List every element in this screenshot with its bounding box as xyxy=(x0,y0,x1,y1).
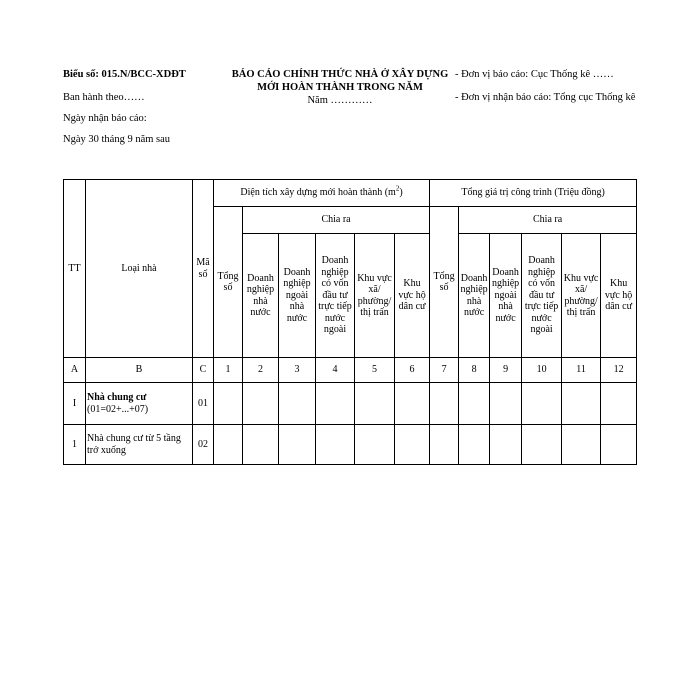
data-cell[interactable] xyxy=(316,383,355,425)
data-cell[interactable] xyxy=(214,383,243,425)
code-cell: B xyxy=(86,358,193,383)
value-sub-dn-fdi: Doanh nghiệp có vốn đầu tư trực tiếp nước ngoài xyxy=(522,234,562,358)
code-cell: A xyxy=(64,358,86,383)
report-title-line2: MỚI HOÀN THÀNH TRONG NĂM xyxy=(257,82,423,93)
code-cell: 5 xyxy=(355,358,395,383)
area-sub-dn-fdi: Doanh nghiệp có vốn đầu tư trực tiếp nước ngoài xyxy=(316,234,355,358)
data-cell[interactable] xyxy=(316,425,355,465)
data-cell[interactable] xyxy=(355,383,395,425)
data-cell[interactable] xyxy=(562,425,601,465)
code-cell: 10 xyxy=(522,358,562,383)
row-code: 02 xyxy=(193,425,214,465)
code-cell: 4 xyxy=(316,358,355,383)
area-sub-khu-vuc-xa: Khu vực xã/ phường/ thị trấn xyxy=(355,234,395,358)
area-sub-dn-nha-nuoc: Doanh nghiệp nhà nước xyxy=(243,234,279,358)
row-name: Nhà chung cư xyxy=(87,392,147,403)
col-header-ma-so: Mã số xyxy=(193,180,214,358)
area-unit-sup: 2 xyxy=(395,184,400,193)
data-cell[interactable] xyxy=(243,383,279,425)
code-cell: 11 xyxy=(562,358,601,383)
issued-by: Ban hành theo…… xyxy=(63,92,145,103)
area-sub-dn-ngoai-nha-nuoc: Doanh nghiệp ngoài nhà nước xyxy=(279,234,316,358)
data-cell[interactable] xyxy=(522,383,562,425)
area-group-close: ) xyxy=(399,187,403,199)
report-title-line1: BÁO CÁO CHÍNH THỨC NHÀ Ở XÂY DỰNG xyxy=(231,69,449,80)
data-cell[interactable] xyxy=(430,383,459,425)
data-cell[interactable] xyxy=(395,383,430,425)
data-cell[interactable] xyxy=(601,425,637,465)
data-cell[interactable] xyxy=(459,425,490,465)
code-cell: 3 xyxy=(279,358,316,383)
data-cell[interactable] xyxy=(395,425,430,465)
value-group-header: Tổng giá trị công trình (Triệu đồng) xyxy=(430,180,637,207)
col-header-loai-nha: Loại nhà xyxy=(86,180,193,358)
data-cell[interactable] xyxy=(430,425,459,465)
form-code: Biểu số: 015.N/BCC-XDĐT xyxy=(63,69,186,80)
row-name-cell xyxy=(86,383,193,425)
row-tt: I xyxy=(64,383,86,425)
col-header-tt: TT xyxy=(64,180,86,358)
code-cell: 8 xyxy=(459,358,490,383)
data-cell[interactable] xyxy=(279,425,316,465)
table-row xyxy=(64,425,637,465)
data-cell[interactable] xyxy=(243,425,279,465)
data-cell[interactable] xyxy=(490,383,522,425)
report-table xyxy=(63,179,637,465)
receive-date-label: Ngày nhận báo cáo: xyxy=(63,113,147,124)
receiving-unit: - Đơn vị nhận báo cáo: Tổng cục Thống kê xyxy=(455,92,636,103)
code-cell: 12 xyxy=(601,358,637,383)
area-group-label: Diện tích xây dựng mới hoàn thành (m xyxy=(240,187,396,199)
data-cell[interactable] xyxy=(459,383,490,425)
code-cell: C xyxy=(193,358,214,383)
code-cell: 2 xyxy=(243,358,279,383)
area-tong-so: Tổng số xyxy=(214,207,243,358)
row-name-note: (01=02+...+07) xyxy=(87,403,149,415)
report-title-block xyxy=(200,68,480,107)
data-cell[interactable] xyxy=(355,425,395,465)
report-year: Năm ………… xyxy=(307,95,373,106)
value-sub-dn-ngoai-nha-nuoc: Doanh nghiệp ngoài nhà nước xyxy=(490,234,522,358)
row-code: 01 xyxy=(193,383,214,425)
row-tt: 1 xyxy=(64,425,86,465)
value-sub-ho-dan-cu: Khu vực hộ dân cư xyxy=(601,234,637,358)
data-cell[interactable] xyxy=(214,425,243,465)
value-sub-dn-nha-nuoc: Doanh nghiệp nhà nước xyxy=(459,234,490,358)
value-sub-khu-vuc-xa: Khu vực xã/ phường/ thị trấn xyxy=(562,234,601,358)
code-cell: 1 xyxy=(214,358,243,383)
area-group-header xyxy=(214,180,430,207)
code-cell: 6 xyxy=(395,358,430,383)
area-chia-ra: Chia ra xyxy=(243,207,430,234)
data-cell[interactable] xyxy=(601,383,637,425)
data-cell[interactable] xyxy=(562,383,601,425)
reporting-unit: - Đơn vị báo cáo: Cục Thống kê …… xyxy=(455,69,614,80)
data-cell[interactable] xyxy=(279,383,316,425)
data-cell[interactable] xyxy=(522,425,562,465)
code-row xyxy=(64,358,637,383)
value-tong-so: Tổng số xyxy=(430,207,459,358)
receive-date: Ngày 30 tháng 9 năm sau xyxy=(63,134,171,145)
data-cell[interactable] xyxy=(490,425,522,465)
code-cell: 9 xyxy=(490,358,522,383)
table-row xyxy=(64,383,637,425)
row-name: Nhà chung cư từ 5 tầng trở xuống xyxy=(86,425,193,465)
value-chia-ra: Chia ra xyxy=(459,207,637,234)
code-cell: 7 xyxy=(430,358,459,383)
area-sub-ho-dan-cu: Khu vực hộ dân cư xyxy=(395,234,430,358)
